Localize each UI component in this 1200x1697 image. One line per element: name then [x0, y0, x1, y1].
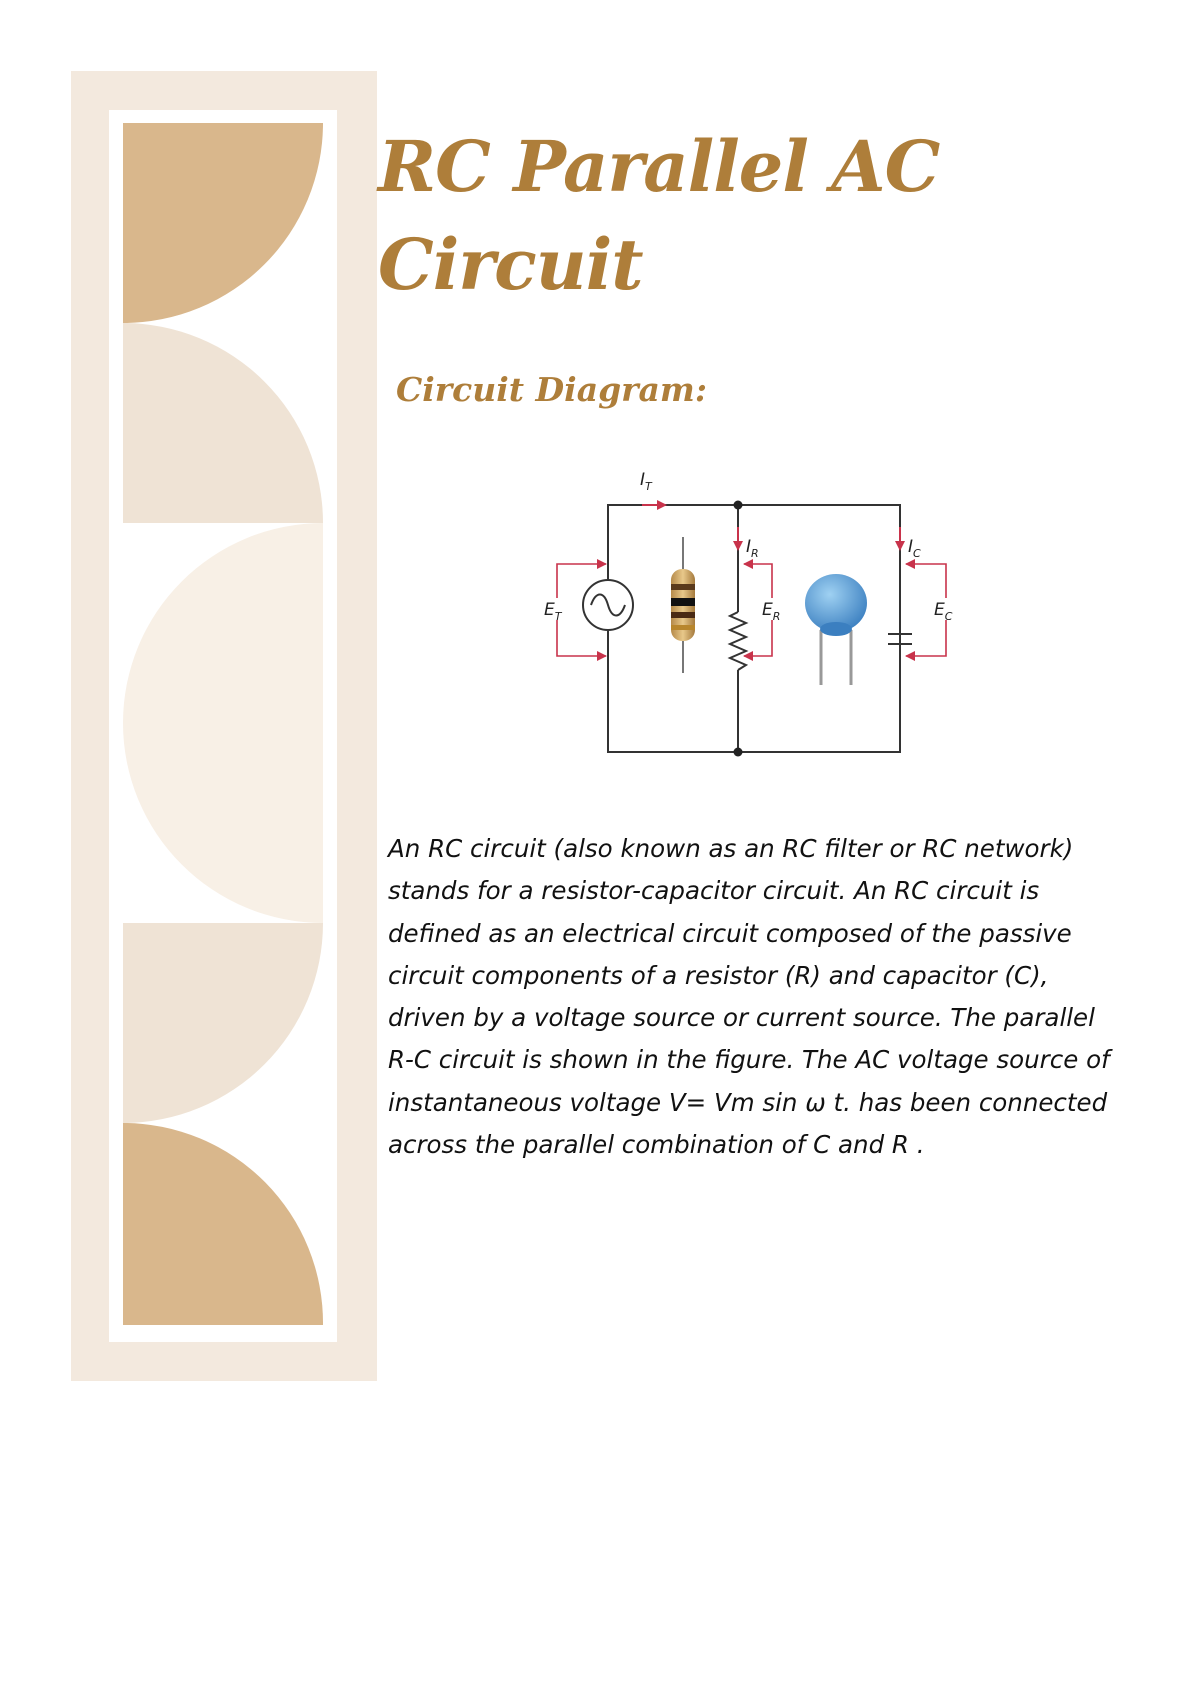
deco-shape-3: [123, 523, 323, 923]
resistor-symbol-icon: [730, 612, 746, 670]
bottom-node: [734, 748, 743, 757]
circuit-diagram: [520, 455, 953, 805]
label-ir: $I_R$: [746, 537, 759, 560]
ac-source-icon: [583, 580, 633, 630]
top-node: [734, 501, 743, 510]
resistor-photo-icon: [671, 537, 695, 673]
deco-shape-5: [123, 1123, 323, 1325]
voltage-arrowheads: [597, 559, 915, 661]
capacitor-photo-icon: [805, 574, 867, 685]
label-ec: $E_C$: [934, 600, 953, 623]
deco-shape-2: [123, 323, 323, 523]
deco-shape-4: [123, 923, 323, 1123]
circuit-wires: [608, 505, 900, 752]
label-ic: $I_C$: [908, 537, 921, 560]
body-paragraph: An RC circuit (also known as an RC filter or RC network) stands for a resistor-capacitor circuit. An RC circuit is defined as an electrical circuit composed of the passive circuit components of a resistor (R) and capacitor (C), driven by a voltage source or current source. The parallel R-C circuit is shown in the figure. The AC voltage source of instantaneous voltage V= Vm sin ω t. has been connected across the parallel combination of C and R .: [388, 834, 1110, 1160]
decorative-semicircles: [123, 123, 323, 1325]
page-title: RC Parallel AC Circuit: [378, 125, 940, 306]
label-er: $E_R$: [762, 600, 781, 623]
deco-shape-1: [123, 123, 323, 323]
section-heading: Circuit Diagram:: [396, 370, 708, 409]
current-arrows: [642, 500, 905, 551]
label-it: $I_T$: [640, 470, 652, 493]
label-et: $E_T$: [544, 600, 562, 623]
